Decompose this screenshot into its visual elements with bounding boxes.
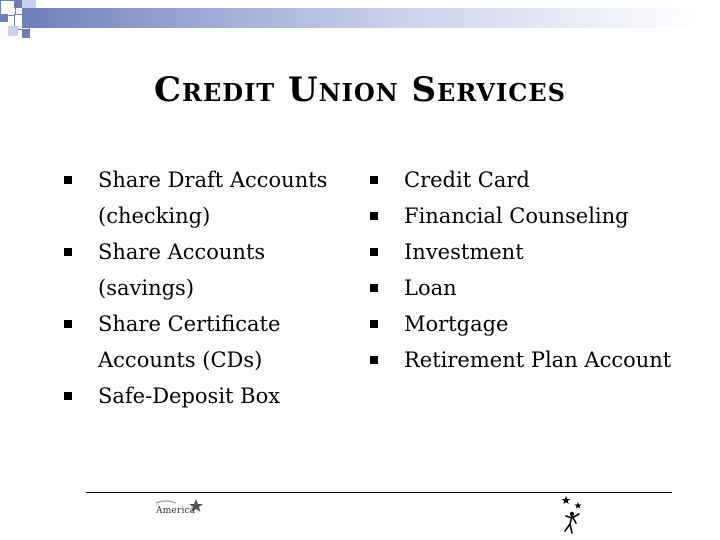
footer-logo-text: America — [156, 506, 196, 516]
list-item — [368, 342, 698, 378]
slide-title: Credit Union Services — [153, 70, 567, 110]
square-bullet-icon — [370, 356, 378, 364]
footer-logo-left — [152, 497, 204, 521]
list-item-label: Loan — [404, 276, 457, 300]
square-bullet-icon — [370, 248, 378, 256]
square-bullet-icon — [64, 320, 72, 328]
list-item-label: Investment — [404, 240, 524, 264]
square-bullet-icon — [64, 248, 72, 256]
list-item — [368, 162, 698, 198]
list-item — [368, 234, 698, 270]
list-item-label: Mortgage — [404, 312, 509, 336]
list-item — [62, 378, 352, 414]
list-item-label: Share Accounts (savings) — [98, 240, 266, 300]
slide-code: 1.7.3.G1 — [673, 14, 712, 23]
header-bar — [22, 8, 698, 28]
list-item — [62, 234, 352, 306]
list-item — [368, 198, 698, 234]
list-item — [62, 306, 352, 378]
list-item — [62, 162, 352, 234]
list-item-label: Financial Counseling — [404, 204, 629, 228]
left-bullet-list — [62, 162, 352, 414]
footer-logo-right — [556, 494, 588, 536]
square-bullet-icon — [370, 212, 378, 220]
list-item-label: Share Certificate Accounts (CDs) — [98, 312, 281, 372]
list-item-label: Retirement Plan Account — [404, 348, 672, 372]
right-bullet-list — [368, 162, 698, 378]
square-bullet-icon — [370, 320, 378, 328]
square-bullet-icon — [370, 284, 378, 292]
list-item-label: Share Draft Accounts (checking) — [98, 168, 328, 228]
star-figure-icon — [556, 494, 588, 536]
list-item-label: Safe-Deposit Box — [98, 384, 281, 408]
square-bullet-icon — [370, 176, 378, 184]
right-column — [368, 162, 698, 378]
footer-divider — [86, 492, 672, 493]
list-item — [368, 306, 698, 342]
list-item-label: Credit Card — [404, 168, 530, 192]
square-bullet-icon — [64, 392, 72, 400]
square-bullet-icon — [64, 176, 72, 184]
left-column — [62, 162, 352, 414]
list-item — [368, 270, 698, 306]
